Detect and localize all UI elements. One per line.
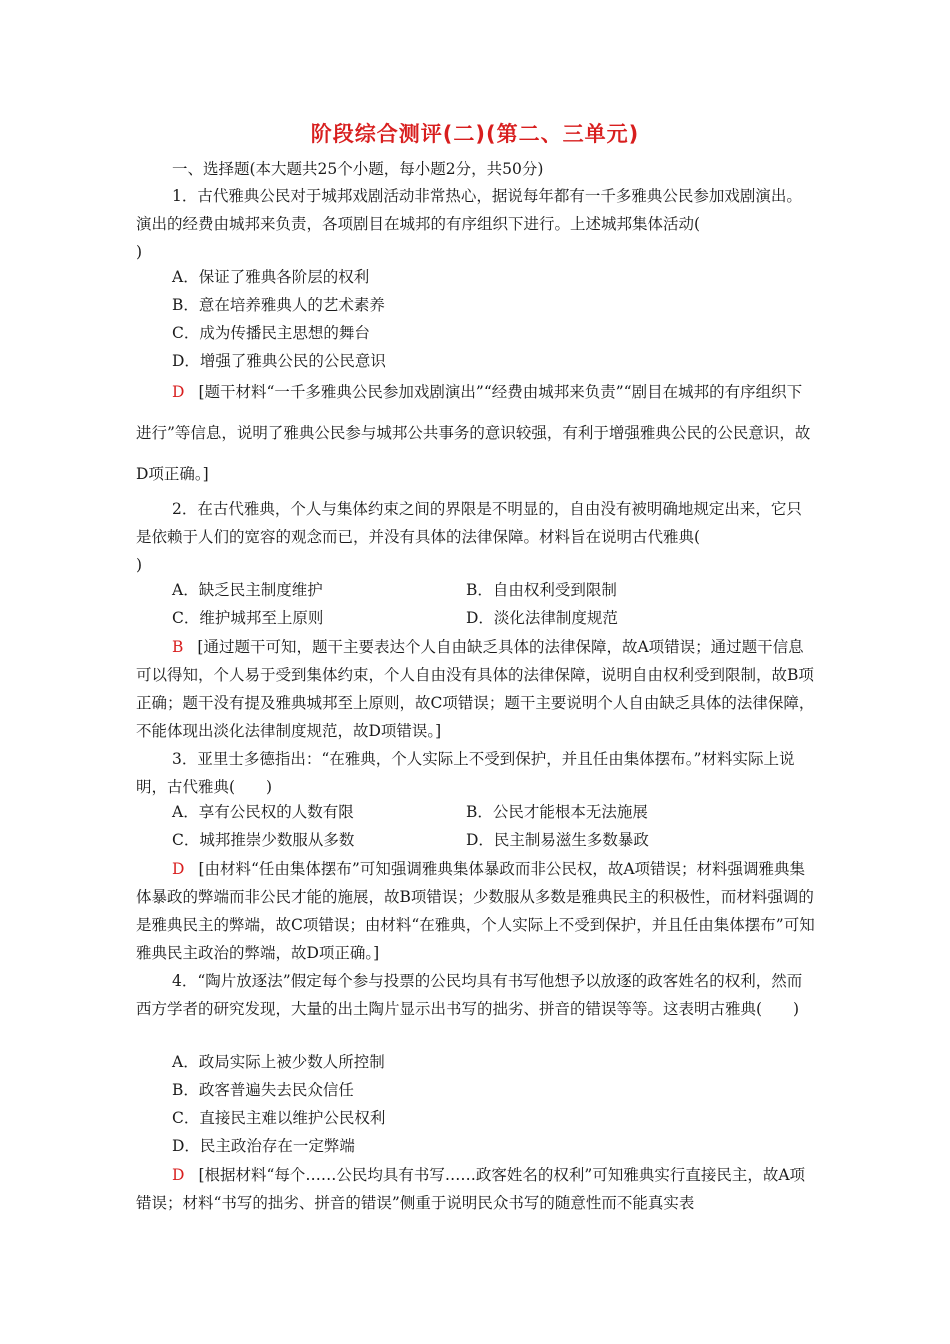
question-4-stem-text: 4．“陶片放逐法”假定每个参与投票的公民均具有书写他想予以放逐的政客姓名的权利，然而西方学者的研究发现，大量的出土陶片显示出书写的拙劣、拼音的错误等等。这表明古雅典( ) [136, 972, 803, 1018]
question-1-explanation: [题干材料“一千多雅典公民参加戏剧演出”“经费由城邦来负责”“剧目在城邦的有序组织下进行”等信息，说明了雅典公民参与城邦公共事务的意识较强，有利于增强雅典公民的公民意识，故D项正确。] [136, 383, 811, 483]
question-4-option-d: D．民主政治存在一定弊端 [172, 1137, 355, 1155]
question-4-answer-letter: D [172, 1166, 185, 1184]
question-2-answer-letter: B [172, 638, 184, 656]
question-2-stem [136, 495, 816, 579]
question-3-option-d: D．民主制易滋生多数暴政 [466, 831, 649, 849]
question-1-option-a: A．保证了雅典各阶层的权利 [172, 268, 370, 286]
question-2-answer [136, 633, 816, 745]
question-1-option-d: D．增强了雅典公民的公民意识 [172, 352, 386, 370]
question-4-answer [136, 1161, 816, 1217]
question-2-paren: ) [136, 556, 143, 574]
question-1-answer-letter: D [172, 383, 185, 401]
section-heading: 一、选择题(本大题共25个小题，每小题2分，共50分) [172, 160, 544, 178]
question-2-option-a: A．缺乏民主制度维护 [172, 581, 323, 599]
question-1-option-c: C．成为传播民主思想的舞台 [172, 324, 370, 342]
question-2-explanation: [通过题干可知，题干主要表达个人自由缺乏具体的法律保障，故A项错误；通过题干信息可以得知，个人易于受到集体约束，个人自由没有具体的法律保障，说明自由权利受到限制，故B项正确；题干没有提及雅典城邦至上原则，故C项错误；题干主要说明个人自由缺乏具体的法律保障，不能体现出淡化法律制度规范，故D项错误。] [136, 638, 815, 740]
question-3-stem [136, 745, 816, 801]
question-4-option-b: B．政客普遍失去民众信任 [172, 1081, 354, 1099]
question-3-option-b: B．公民才能根本无法施展 [466, 803, 648, 821]
question-1-stem-text: 1．古代雅典公民对于城邦戏剧活动非常热心，据说每年都有一千多雅典公民参加戏剧演出。演出的经费由城邦来负责，各项剧目在城邦的有序组织下进行。上述城邦集体活动( [136, 187, 802, 233]
question-2-option-d: D．淡化法律制度规范 [466, 609, 618, 627]
question-1-paren: ) [136, 243, 143, 261]
question-3-answer [136, 855, 816, 967]
question-4-option-c: C．直接民主难以维护公民权利 [172, 1109, 386, 1127]
question-3-stem-text: 3．亚里士多德指出：“在雅典，个人实际上不受到保护，并且任由集体摆布。”材料实际上说明，古代雅典( ) [136, 750, 795, 796]
question-3-option-c: C．城邦推崇少数服从多数 [172, 831, 355, 849]
question-4-option-a: A．政局实际上被少数人所控制 [172, 1053, 385, 1071]
question-4-stem [136, 967, 816, 1023]
question-3-option-a: A．享有公民权的人数有限 [172, 803, 354, 821]
question-1-answer [136, 372, 816, 495]
question-1-stem [136, 182, 816, 266]
question-2-option-b: B．自由权利受到限制 [466, 581, 617, 599]
question-4-explanation: [根据材料“每个……公民均具有书写……政客姓名的权利”可知雅典实行直接民主，故A项错误；材料“书写的拙劣、拼音的错误”侧重于说明民众书写的随意性而不能真实表 [136, 1166, 806, 1212]
question-1-option-b: B．意在培养雅典人的艺术素养 [172, 296, 385, 314]
question-3-answer-letter: D [172, 860, 185, 878]
page-title: 阶段综合测评(二)(第二、三单元) [310, 122, 640, 146]
question-2-option-c: C．维护城邦至上原则 [172, 609, 324, 627]
question-3-explanation: [由材料“任由集体摆布”可知强调雅典集体暴政而非公民权，故A项错误；材料强调雅典集体暴政的弊端而非公民才能的施展，故B项错误；少数服从多数是雅典民主的积极性，而材料强调的是雅典民主的弊端，故C项错误；由材料“在雅典，个人实际上不受到保护，并且任由集体摆布”可知雅典民主政治的弊端，故D项正确。] [136, 860, 815, 962]
question-2-stem-text: 2．在古代雅典，个人与集体约束之间的界限是不明显的，自由没有被明确地规定出来，它只是依赖于人们的宽容的观念而已，并没有具体的法律保障。材料旨在说明古代雅典( [136, 500, 802, 546]
